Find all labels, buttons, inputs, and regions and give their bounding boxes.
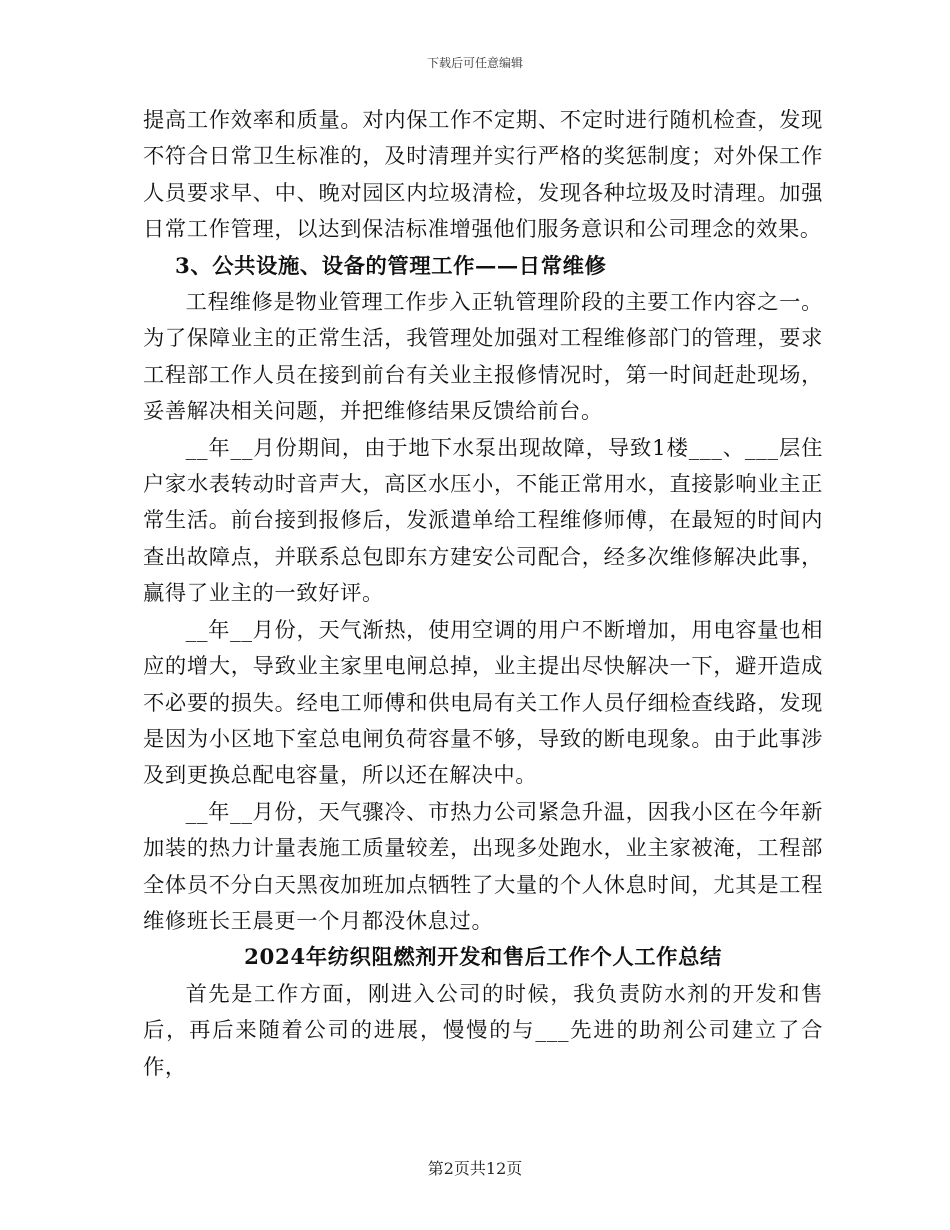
paragraph-power-incident: __年__月份，天气渐热，使用空调的用户不断增加，用电容量也相应的增大，导致业主家里电闸总掉，业主提出尽快解决一下，避开造成不必要的损失。经电工师傅和供电局有关工作人员仔细检查线路，发现是因为小区地下室总电闸负荷容量不够，导致的断电现象。由于此事涉及到更换总配电容量，所以还在解决中。 [143,617,823,789]
document-body [143,103,823,1086]
paragraph-cleaning-management: 提高工作效率和质量。对内保工作不定期、不定时进行随机检查，发现不符合日常卫生标准的，及时清理并实行严格的奖惩制度；对外保工作人员要求早、中、晚对园区内垃圾清检，发现各种垃圾及时清理。加强日常工作管理，以达到保洁标准增强他们服务意识和公司理念的效果。 [143,108,823,243]
paragraph-heating-incident: __年__月份，天气骤冷、市热力公司紧急升温，因我小区在今年新加装的热力计量表施工质量较差，出现多处跑水，业主家被淹，工程部全体员不分白天黑夜加班加点牺牲了大量的个人休息时间，尤其是工程维修班长王晨更一个月都没休息过。 [143,799,823,934]
header-note: 下载后可任意编辑 [426,56,523,70]
paragraph-work-aspect: 首先是工作方面，刚进入公司的时候，我负责防水剂的开发和售后，再后来随着公司的进展，慢慢的与___先进的助剂公司建立了合作， [143,981,823,1080]
paragraph-water-pump-incident: __年__月份期间，由于地下水泵出现故障，导致1楼___、___层住户家水表转动时音声大，高区水压小，不能正常用水，直接影响业主正常生活。前台接到报修后，发派遣单给工程维修师傅，在最短的时间内查出故障点，并联系总包即东方建安公司配合，经多次维修解决此事，赢得了业主的一致好评。 [143,435,823,607]
page-number-footer: 第2页共12页 [427,1159,523,1178]
section-heading-facility-maintenance: 3、公共设施、设备的管理工作——日常维修 [174,253,607,279]
document-title-2024-summary: 2024年纺织阻燃剂开发和售后工作个人工作总结 [244,945,722,971]
paragraph-engineering-maintenance: 工程维修是物业管理工作步入正轨管理阶段的主要工作内容之一。为了保障业主的正常生活，我管理处加强对工程维修部门的管理，要求工程部工作人员在接到前台有关业主报修情况时，第一时间赶赴现场，妥善解决相关问题，并把维修结果反馈给前台。 [143,290,823,425]
